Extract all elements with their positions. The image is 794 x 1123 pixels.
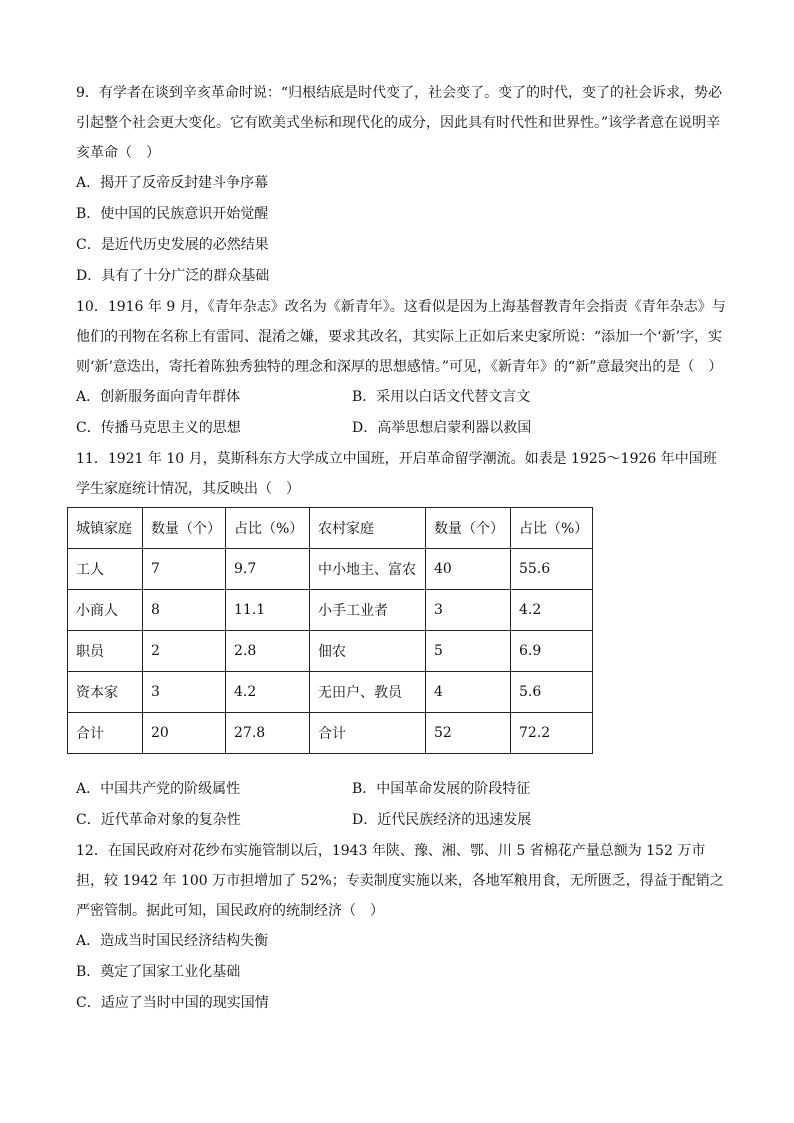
table-cell: 无田户、教员 (310, 672, 426, 713)
table-cell: 7 (143, 549, 226, 590)
table-cell: 4 (426, 672, 511, 713)
question-10-option-a: A．创新服务面向青年群体 (76, 389, 241, 405)
table-cell: 3 (143, 672, 226, 713)
table-cell: 52 (426, 713, 511, 754)
table-cell: 2.8 (226, 631, 310, 672)
question-12-option-b: B．奠定了国家工业化基础 (76, 964, 241, 980)
table-cell: 合计 (68, 713, 143, 754)
table-cell: 9.7 (226, 549, 310, 590)
question-11 (76, 444, 726, 836)
table-cell: 中小地主、富农 (310, 549, 426, 590)
table-cell: 2 (143, 631, 226, 672)
table-cell: 工人 (68, 549, 143, 590)
question-10-option-c: C．传播马克思主义的思想 (76, 420, 241, 436)
question-9-option-c: C．是近代历史发展的必然结果 (76, 237, 269, 253)
table-cell: 3 (426, 590, 511, 631)
table-row (68, 631, 593, 672)
table-header-cell: 数量（个） (426, 508, 511, 549)
question-10-stem: 10．1916 年 9 月，《青年杂志》改名为《新青年》。这看似是因为上海基督教青年会指责《青年杂志》与他们的刊物在名称上有雷同、混淆之嫌，要求其改名，其实际上正如后来史家所说：“添加一个‘新’字，实则‘新’意迭出，寄托着陈独秀独特的理念和深厚的思想感情。”可见，《新青年》的“新”意最突出的是（ ） (76, 299, 726, 375)
table-header-cell: 占比（%） (226, 508, 310, 549)
table-cell: 6.9 (511, 631, 593, 672)
table-row (68, 549, 593, 590)
table-row (68, 672, 593, 713)
table-header-cell: 城镇家庭 (68, 508, 143, 549)
table-cell: 72.2 (511, 713, 593, 754)
table-cell: 资本家 (68, 672, 143, 713)
question-11-option-b: B．中国革命发展的阶段特征 (352, 781, 531, 797)
table-cell: 5.6 (511, 672, 593, 713)
question-12-stem: 12．在国民政府对花纱布实施管制以后，1943 年陕、豫、湘、鄂、川 5 省棉花产量总额为 152 万市担，较 1942 年 100 万市担增加了 52%；专卖制度实施以来，各地军粮用食，无所匮乏，得益于配销之严密管制。据此可知，国民政府的统制经济（ ） (76, 843, 724, 919)
table-cell: 合计 (310, 713, 426, 754)
question-9-option-b: B．使中国的民族意识开始觉醒 (76, 206, 269, 222)
table-cell: 佃农 (310, 631, 426, 672)
table-cell: 4.2 (511, 590, 593, 631)
question-9-stem: 9．有学者在谈到辛亥革命时说：“归根结底是时代变了，社会变了。变了的时代，变了的社会诉求，势必引起整个社会更大变化。它有欧美式坐标和现代化的成分，因此具有时代性和世界性。”该学者意在说明辛亥革命（ ） (76, 85, 723, 161)
question-10-options-row-2 (76, 413, 726, 444)
question-11-option-a: A．中国共产党的阶级属性 (76, 781, 241, 797)
question-10-option-d: D．高举思想启蒙利器以救国 (352, 420, 532, 436)
table-header-row (68, 508, 593, 549)
question-10-options-row-1 (76, 382, 726, 413)
question-12-option-a: A．造成当时国民经济结构失衡 (76, 933, 269, 949)
table-header-cell: 占比（%） (511, 508, 593, 549)
exam-page (76, 78, 726, 1019)
question-11-options-row-1 (76, 774, 726, 805)
table-cell: 小商人 (68, 590, 143, 631)
question-9-option-d: D．具有了十分广泛的群众基础 (76, 268, 270, 284)
table-cell: 职员 (68, 631, 143, 672)
table-cell: 55.6 (511, 549, 593, 590)
table-cell: 4.2 (226, 672, 310, 713)
table-header-cell: 农村家庭 (310, 508, 426, 549)
table-cell: 8 (143, 590, 226, 631)
table-cell: 5 (426, 631, 511, 672)
table-cell: 20 (143, 713, 226, 754)
question-9-option-a: A．揭开了反帝反封建斗争序幕 (76, 175, 269, 191)
question-10 (76, 292, 726, 444)
question-12 (76, 836, 726, 1019)
question-9 (76, 78, 726, 292)
table-row (68, 590, 593, 631)
table-cell: 27.8 (226, 713, 310, 754)
table-row-total (68, 713, 593, 754)
question-11-stem: 11．1921 年 10 月，莫斯科东方大学成立中国班，开启革命留学潮流。如表是 1925～1926 年中国班学生家庭统计情况，其反映出（ ） (76, 451, 717, 497)
question-11-options-row-2 (76, 805, 726, 836)
family-statistics-table (67, 507, 593, 754)
question-10-option-b: B．采用以白话文代替文言文 (352, 389, 531, 405)
question-11-option-c: C．近代革命对象的复杂性 (76, 812, 241, 828)
table-spacer (76, 754, 726, 774)
table-cell: 40 (426, 549, 511, 590)
table-cell: 小手工业者 (310, 590, 426, 631)
table-header-cell: 数量（个） (143, 508, 226, 549)
table-cell: 11.1 (226, 590, 310, 631)
question-12-option-c: C．适应了当时中国的现实国情 (76, 995, 269, 1011)
question-11-option-d: D．近代民族经济的迅速发展 (352, 812, 532, 828)
